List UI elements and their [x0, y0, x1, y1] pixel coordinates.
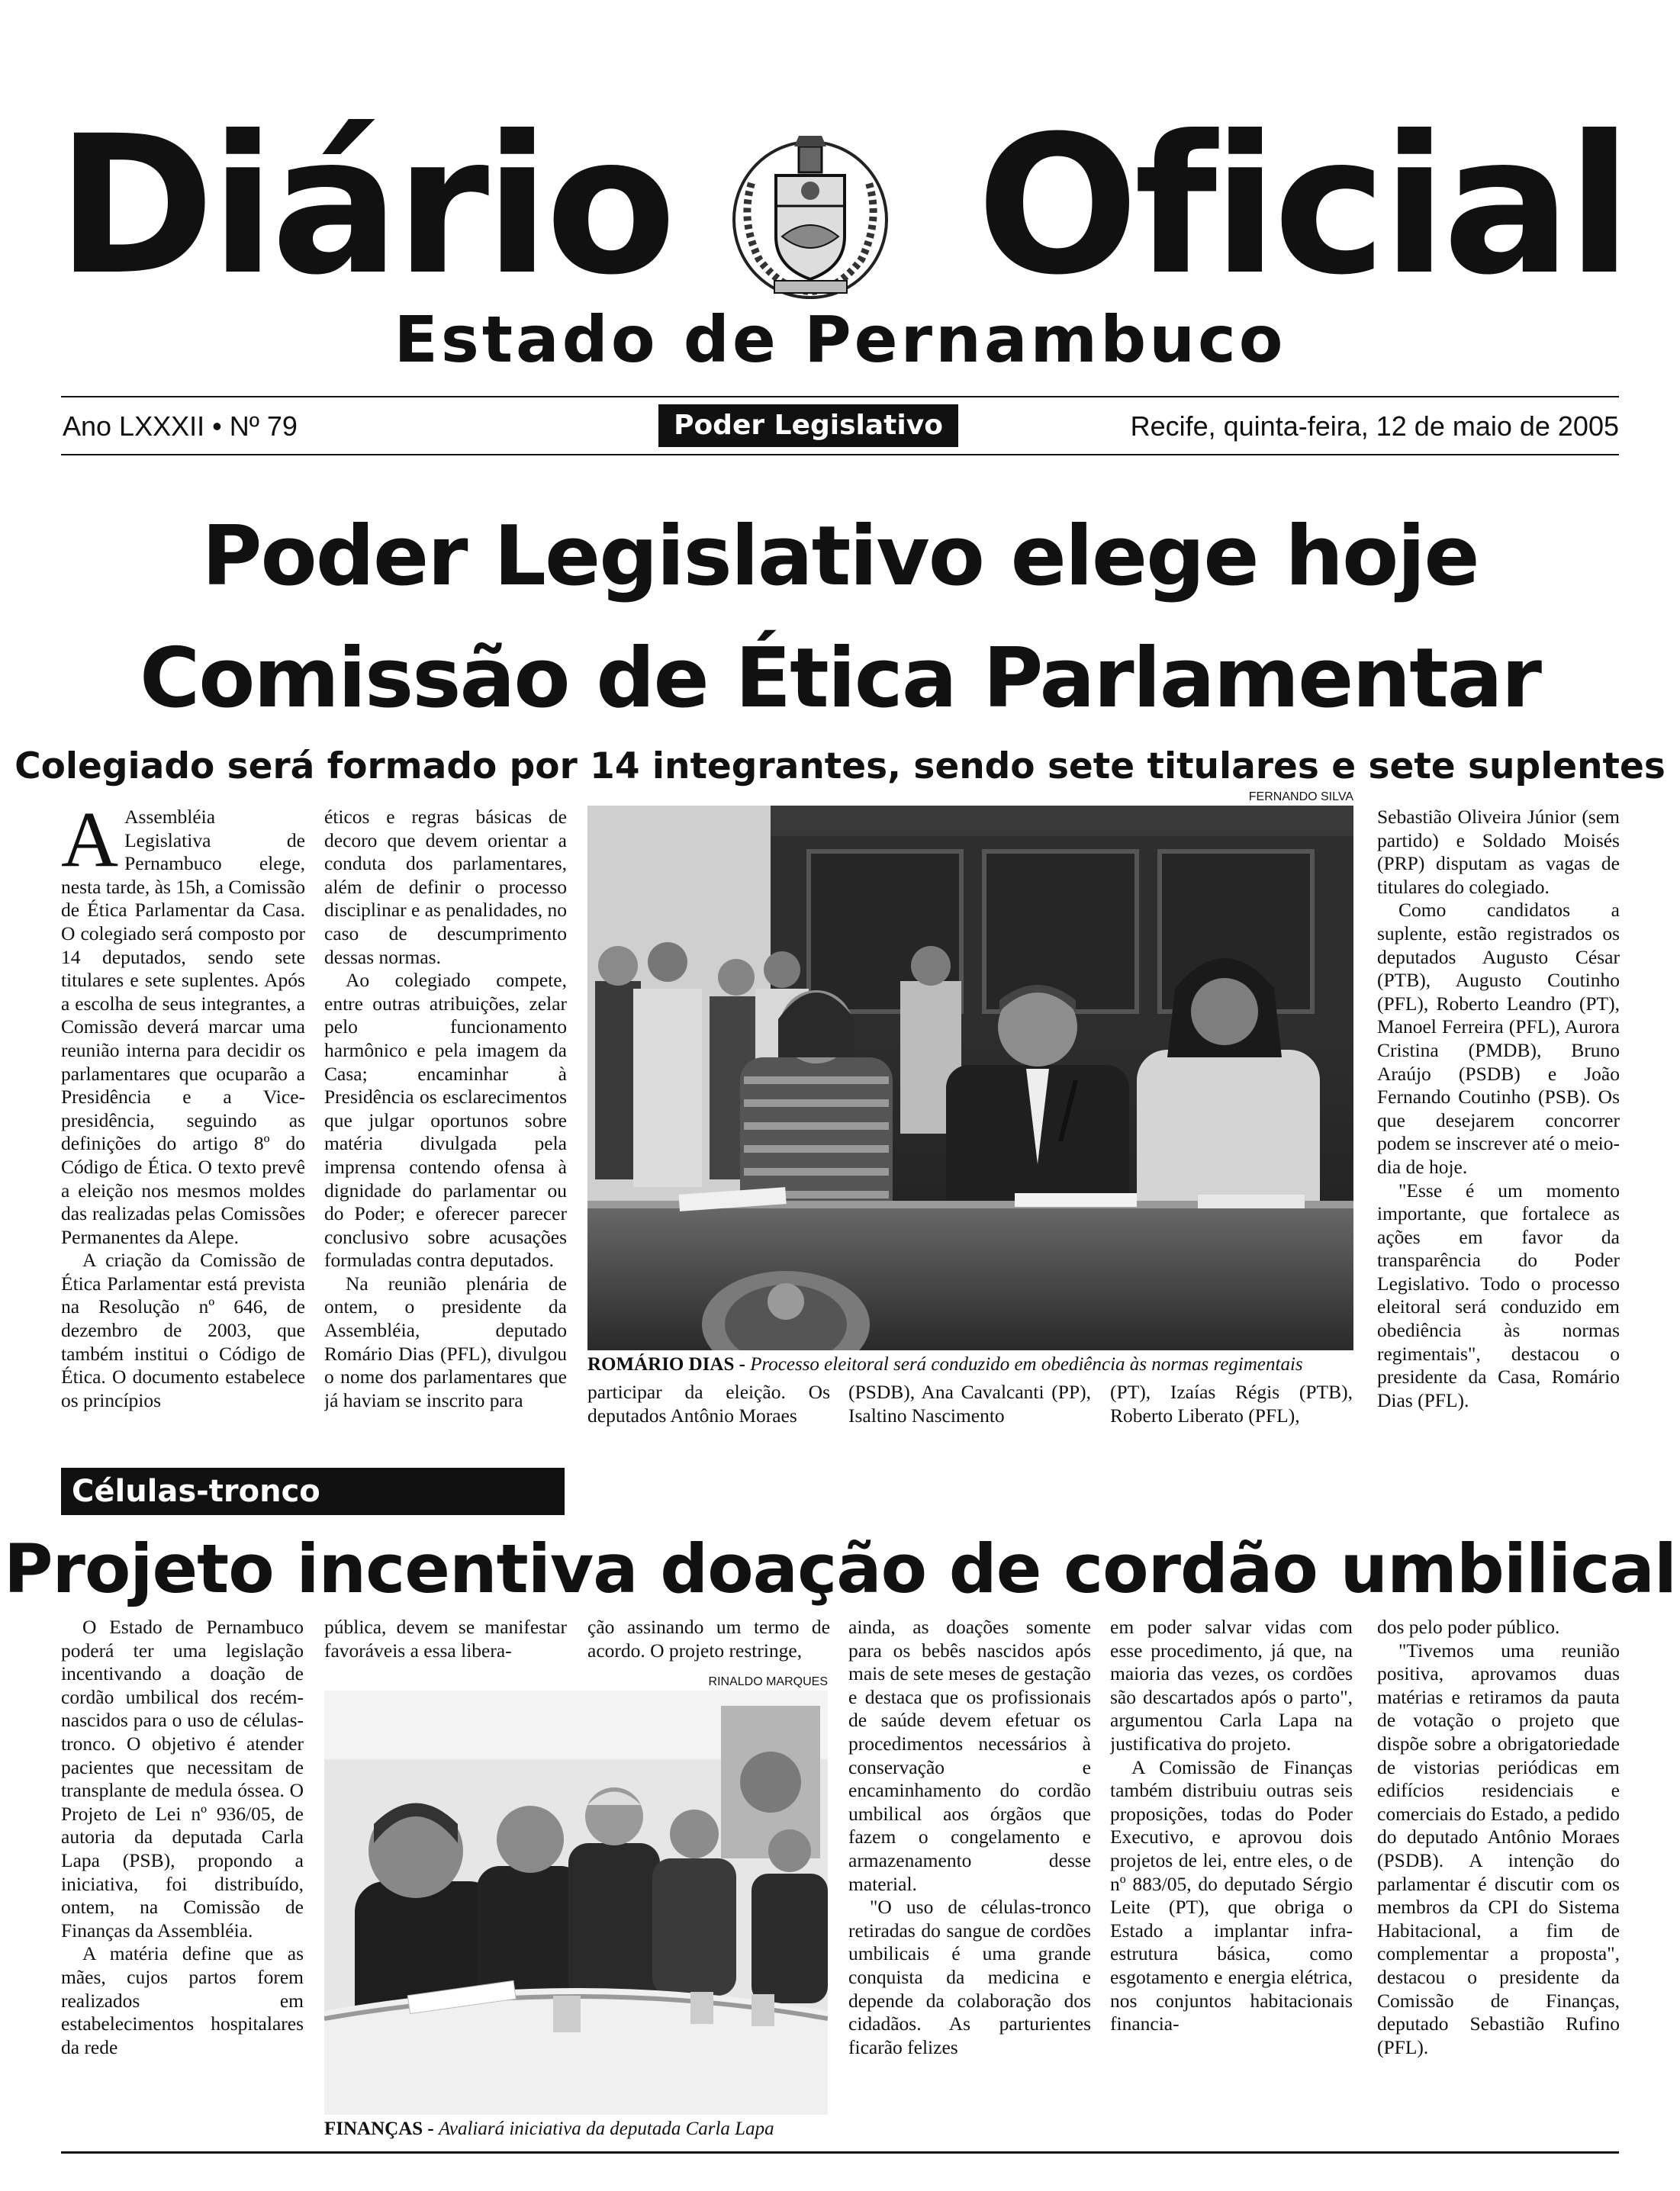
lead-column-3: [587, 1381, 830, 1427]
lead-col5-text: (PT), Izaías Régis (PTB), Roberto Liberato (PFL),: [1110, 1381, 1353, 1427]
second-column-2: [324, 1616, 567, 1662]
lead-deck: Colegiado será formado por 14 integrantes, sendo sete titulares e sete suplentes: [14, 745, 1666, 787]
lead-photo: [587, 806, 1353, 1350]
second-column-5: [1110, 1616, 1353, 2150]
second-column-4: [848, 1616, 1091, 2150]
lead-column-2: [324, 806, 567, 1431]
coat-of-arms-icon: [729, 130, 893, 305]
second-column-3: [587, 1616, 830, 1662]
second-col6-p2: "Tivemos uma reunião positiva, aprovamos duas matérias e retiramos da pauta de votação o projeto que dispõe sobre a obrigatoriedade de vistorias periódicas em edifícios residenciais e comerciais do Estado, a pedido do deputado Antônio Moraes (PSDB). A intenção do parlamentar é discutir com os membros da CPI do Sistema Habitacional, a fim de complementar a proposta", destacou o presidente da Comissão de Finanças, deputado Sebastião Rufino (PFL).: [1377, 1639, 1620, 2058]
lead-col2-p3: Na reunião plenária de ontem, o presidente da Assembléia, deputado Romário Dias (PFL), divulgou o nome dos parlamentares que já haviam se inscrito para: [324, 1272, 567, 1411]
page-bottom-rule: [61, 2151, 1619, 2154]
lead-col4-text: (PSDB), Ana Cavalcanti (PP), Isaltino Nascimento: [848, 1381, 1091, 1427]
lead-column-4: [848, 1381, 1091, 1427]
lead-photo-credit: FERNANDO SILVA: [1248, 790, 1353, 803]
masthead-title-right: Oficial: [977, 95, 1628, 317]
lead-photo-caption: [587, 1353, 1353, 1376]
second-col6-p1: dos pelo poder público.: [1377, 1616, 1560, 1638]
lead-col6-p1: Sebastião Oliveira Júnior (sem partido) e Soldado Moisés (PRP) disputam as vagas de titulares do colegiado.: [1377, 806, 1620, 898]
second-caption-name: FINANÇAS -: [324, 2119, 434, 2139]
section-tag: Células-tronco: [61, 1468, 565, 1515]
date-line: Recife, quinta-feira, 12 de maio de 2005: [1130, 410, 1619, 442]
second-photo: [324, 1691, 828, 2115]
section-badge: Poder Legislativo: [658, 404, 958, 447]
second-photo-credit: RINALDO MARQUES: [708, 1675, 828, 1688]
lead-col2-p2: Ao colegiado compete, entre outras atribuições, zelar pelo funcionamento harmônico e pela imagem da Casa; encaminhar à Presidência os esclarecimentos que julgar oportunos sobre matéria divulgada pela imprensa contendo ofensa à dignidade do parlamentar ou do Poder; e oferecer parecer conclusivo sobre acusações formuladas contra deputados.: [324, 969, 567, 1272]
lead-column-5: [1110, 1381, 1353, 1427]
second-col5-p2: A Comissão de Finanças também distribuiu outras seis proposições, todas do Poder Executivo, e aprovou dois projetos de lei, entre eles, o de nº 883/05, do deputado Sérgio Leite (PT), que obriga o Estado a implantar infra-estrutura básica, como esgotamento e energia elétrica, nos conjuntos habitacionais financia-: [1110, 1755, 1353, 2035]
drop-cap: A: [61, 806, 119, 883]
lead-headline-line1: Poder Legislativo elege hoje: [201, 509, 1479, 604]
second-col4-p2: "O uso de células-tronco retiradas do sangue de cordões umbilicais é uma grande conquista da medicina e depende da colaboração dos cidadãos. As parturientes ficarão felizes: [848, 1896, 1091, 2058]
masthead-subtitle: Estado de Pernambuco: [394, 302, 1286, 377]
masthead-title-left: Diário: [56, 95, 672, 317]
lead-col3-text: participar da eleição. Os deputados Antônio Moraes: [587, 1381, 830, 1427]
lead-col1-p1: Assembléia Legislativa de Pernambuco elege, nesta tarde, às 15h, a Comissão de Ética Parlamentar da Casa. O colegiado será composto por 14 deputados, sendo sete titulares e sete suplentes. Após a escolha de seus integrantes, a Comissão deverá marcar uma reunião interna para decidir os parlamentares que ocuparão a Presidência e a Vice-presidência, seguindo as definições do artigo 8º do Código de Ética. O texto prevê a eleição nos mesmos moldes das realizadas pelas Comissões Permanentes da Alepe.: [61, 806, 305, 1248]
masthead-rule-top: [61, 396, 1619, 397]
second-caption-text: Avaliará iniciativa da deputada Carla Lapa: [439, 2119, 774, 2139]
second-headline: Projeto incentiva doação de cordão umbilical: [3, 1530, 1677, 1608]
lead-column-1: [61, 806, 305, 1431]
second-col3-text: ção assinando um termo de acordo. O projeto restringe,: [587, 1616, 830, 1662]
issue-number: Ano LXXXII • Nº 79: [63, 410, 298, 442]
second-col5-p1: em poder salvar vidas com esse procedimento, já que, na maioria das vezes, os cordões são descartados após o parto", argumentou Carla Lapa na justificativa do projeto.: [1110, 1616, 1353, 1755]
masthead-rule-bottom: [61, 454, 1619, 455]
second-col2-text: pública, devem se manifestar favoráveis a essa libera-: [324, 1616, 567, 1662]
second-photo-caption: [324, 2118, 828, 2141]
second-column-1: [61, 1616, 304, 2150]
lead-col2-p1: éticos e regras básicas de decoro que devem orientar a conduta dos parlamentares, além de definir o processo disciplinar e as penalidades, no caso de descumprimento dessas normas.: [324, 806, 567, 968]
lead-headline-line2: Comissão de Ética Parlamentar: [139, 631, 1541, 726]
lead-col1-p2: A criação da Comissão de Ética Parlamentar está prevista na Resolução nº 646, de dezembro de 2003, que também institui o Código de Ética. O documento estabelece os princípios: [61, 1249, 305, 1411]
lead-column-6: [1377, 806, 1620, 1439]
second-column-6: [1377, 1616, 1620, 2150]
second-col1-p1: O Estado de Pernambuco poderá ter uma legislação incentivando a doação de cordão umbilical dos recém-nascidos para o uso de células-tronco. O objetivo é atender pacientes que necessitam de transplante de medula óssea. O Projeto de Lei nº 936/05, de autoria da deputada Carla Lapa (PSB), propondo a iniciativa, foi distribuído, ontem, na Comissão de Finanças da Assembléia.: [61, 1616, 304, 1942]
second-col4-p1: ainda, as doações somente para os bebês nascidos após mais de sete meses de gestação e destaca que os profissionais de saúde devem efetuar os procedimentos necessários à conservação e encaminhamento do cordão umbilical aos órgãos que fazem o congelamento e armazenamento desse material.: [848, 1616, 1091, 1895]
lead-caption-name: ROMÁRIO DIAS -: [587, 1354, 745, 1375]
lead-caption-text: Processo eleitoral será conduzido em obediência às normas regimentais: [750, 1354, 1303, 1375]
lead-col6-p2: Como candidatos a suplente, estão registrados os deputados Augusto César (PTB), Augusto Coutinho (PFL), Roberto Leandro (PT), Manoel Ferreira (PFL), Aurora Cristina (PMDB), Bruno Araújo (PSDB) e João Fernando Coutinho (PSB). Os que desejarem concorrer podem se inscrever até o meio-dia de hoje.: [1377, 899, 1620, 1178]
second-col1-p2: A matéria define que as mães, cujos partos forem realizados em estabelecimentos hospitalares da rede: [61, 1942, 304, 2058]
lead-col6-p3: "Esse é um momento importante, que fortalece as ações em favor da transparência do Poder Legislativo. Todo o processo eleitoral será conduzido em obediência às normas regimentais", destacou o presidente da Casa, Romário Dias (PFL).: [1377, 1179, 1620, 1411]
